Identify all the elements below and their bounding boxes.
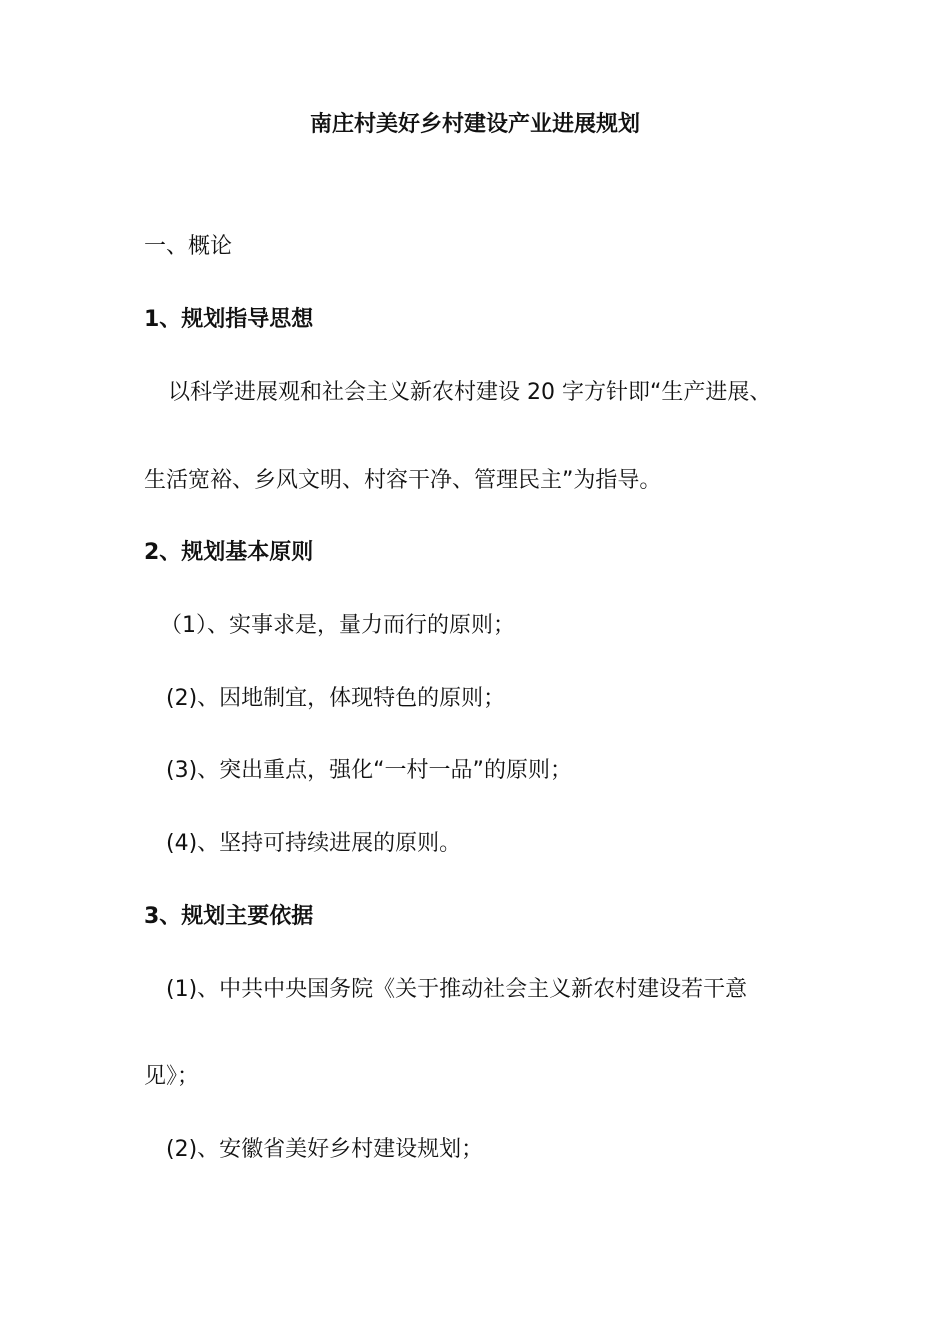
paragraph-line: 生活宽裕、乡风文明、村容干净、管理民主”为指导。: [144, 468, 662, 493]
list-item: （1）、实事求是，量力而行的原则；: [160, 613, 515, 638]
paragraph-line: 以科学进展观和社会主义新农村建设 20 字方针即“生产进展、: [168, 380, 772, 405]
subsection-heading-guiding-thought: 1、规划指导思想: [144, 307, 314, 332]
list-item: (1)、中共中央国务院《关于推动社会主义新农村建设若干意: [166, 977, 748, 1002]
subsection-heading-basis: 3、规划主要依据: [144, 904, 314, 929]
section-heading-overview: 一、概论: [144, 234, 233, 259]
document-title: 南庄村美好乡村建设产业进展规划: [309, 112, 640, 137]
list-item: (3)、突出重点，强化“一村一品”的原则；: [166, 758, 572, 783]
list-item: (4)、坚持可持续进展的原则。: [166, 831, 462, 856]
list-item: (2)、安徽省美好乡村建设规划；: [166, 1137, 484, 1162]
list-item-continuation: 见》；: [144, 1064, 200, 1089]
subsection-heading-principles: 2、规划基本原则: [144, 540, 314, 565]
list-item: (2)、因地制宜，体现特色的原则；: [166, 686, 506, 711]
